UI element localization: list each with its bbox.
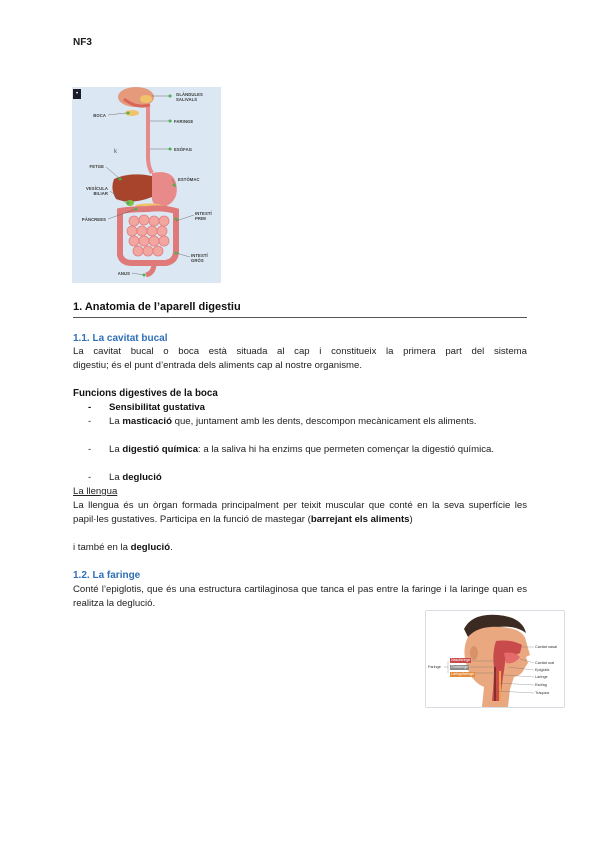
label-intesti-gros: INTESTÍ GRÒS [191, 253, 208, 263]
tag-orofaringe: Orofaringe [451, 665, 468, 669]
tongue-heading: La llengua [73, 486, 118, 497]
subsection-title-faringe: 1.2. La faringe [73, 570, 141, 581]
label-intesti-prim: INTESTÍ PRIM [195, 211, 212, 221]
svg-text:k: k [114, 149, 117, 155]
functions-title: Funcions digestives de la boca [73, 388, 218, 399]
list-item-text: La digestió química: a la saliva hi ha enzims que permeten començar la digestió química. [109, 444, 495, 455]
list-dash: - [88, 402, 92, 413]
intro-line-1: La cavitat bucal o boca està situada al cap i constitueix la primera part del sistema [73, 346, 527, 357]
label-anus: ANUS [117, 271, 130, 276]
section-title-rule [73, 317, 527, 318]
label-vesicula: VESÍCULA BILIAR [86, 186, 108, 196]
label-esofag: ESÒFAG [174, 147, 193, 152]
label-esofag: Esòfag [535, 683, 547, 687]
list-item-text: Sensibilitat gustativa [109, 402, 205, 413]
label-epiglotis: Epiglotis [535, 668, 550, 672]
tag-nasofaringe: Nasofaringe [451, 658, 471, 662]
tongue-paragraph-line-3: i també en la deglució. [73, 542, 173, 553]
figure-corner-marker: • [73, 89, 81, 99]
subsection-title-cavitat-bucal: 1.1. La cavitat bucal [73, 333, 168, 344]
label-laringe: Laringe [535, 675, 548, 679]
document-code: NF3 [73, 37, 92, 48]
label-estomac: ESTÒMAC [178, 177, 200, 182]
label-traquea: Tràquea [535, 691, 550, 695]
list-dash: - [88, 416, 92, 427]
label-boca: BOCA [93, 113, 106, 118]
intro-line-2: digestiu; és el punt d’entrada dels aliments cap al nostre organisme. [73, 360, 363, 371]
label-pancrees: PÀNCREES [81, 217, 106, 222]
label-fetge: FETGE [89, 164, 104, 169]
faringe-paragraph: Conté l’epiglotis, que és una estructura cartilaginosa que tanca el pas entre la faringe i la laringe quan es realitza la deglució. [73, 584, 527, 609]
pharynx-figure [425, 610, 565, 708]
list-item-text: La masticació que, juntament amb les dents, descompon mecànicament els aliments. [109, 416, 477, 427]
tag-laringofaringe: Laringofaringe [451, 672, 474, 676]
label-faringe: FARINGE [174, 119, 194, 124]
list-dash: - [88, 444, 92, 455]
label-faringe-left: Faringe [428, 665, 441, 669]
list-dash: - [88, 472, 92, 483]
section-title: 1. Anatomia de l’aparell digestiu [73, 301, 241, 313]
list-item-text: La deglució [109, 472, 162, 483]
tongue-paragraph: La llengua és un òrgan formada principalment per teixit muscular que conté en la seva superfície les papil·les gustatives. Participa en la funció de mastegar (barrejant els aliments) [73, 500, 527, 525]
label-cavitat-nasal: Cavitat nasal [535, 645, 557, 649]
digestive-system-figure [72, 87, 221, 283]
label-glandules: GLÀNDULES SALIVALS [176, 92, 203, 102]
label-cavitat-oral: Cavitat oral [535, 661, 555, 665]
